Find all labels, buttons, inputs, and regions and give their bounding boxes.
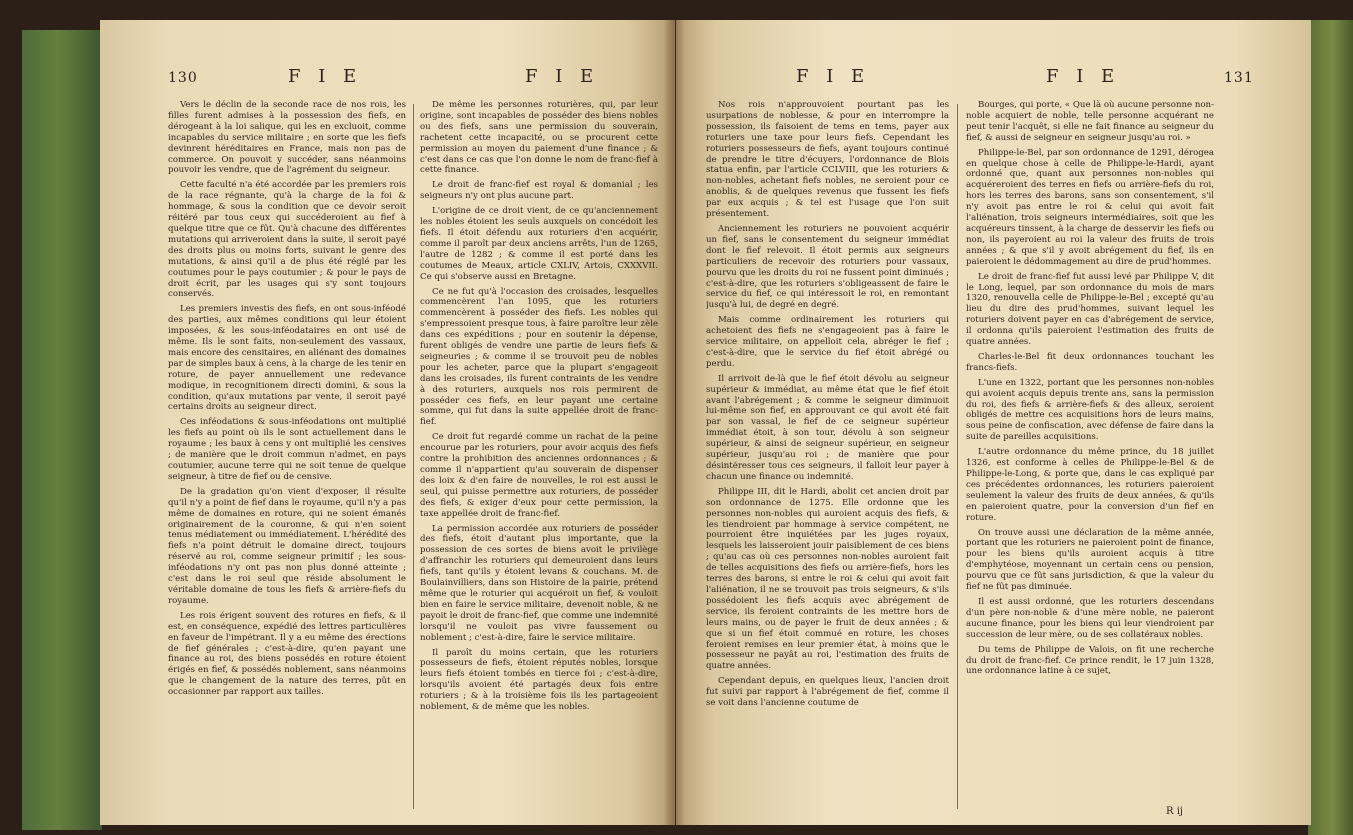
book-gutter: [663, 20, 685, 825]
left-column-1: [168, 100, 406, 820]
paragraph: L'une en 1322, portant que les personnes non-nobles qui avoient acquis depuis trente ans, sans la permission du roi, des fiefs & arrière-fiefs & des alleux, seroient obligés de mettre ces acquisitions hors de leurs mains, sous peine de confiscation, avec défense de faire dans la suite de pareilles acquisitions.: [966, 377, 1214, 443]
signature-mark: R ij: [1166, 806, 1184, 817]
paragraph: Ce droit fut regardé comme un rachat de la peine encourue par les roturiers, pour avoir acquis des fiefs contre la prohibition des anciennes ordonnances ; & comme il n'appartient qu'au souverain de dispenser des loix & d'en faire de nouvelles, le roi est aussi le seul, qui puisse permettre aux roturiers, de posséder des fiefs, & exiger d'eux pour cette permission, la taxe appellée droit de franc-fief.: [420, 432, 658, 519]
left-header-right: F I E: [525, 66, 600, 87]
paragraph: Le droit de franc-fief est royal & domanial ; les seigneurs n'y ont plus aucune part.: [420, 180, 658, 202]
column-divider: [957, 104, 958, 809]
paragraph: De la gradation qu'on vient d'exposer, il résulte qu'il n'y a point de fief dans le royaume, qu'il n'y a pas même de domaines en roture, qui ne soient émanés originairement de la couronne, & qui n'en soient tenus médiatement ou immédiatement. L'hérédité des fiefs n'a point détruit le domaine direct, toujours réservé au roi, comme seigneur primitif ; les sous-inféodations n'y ont pas non plus donné atteinte ; c'est dans le roi seul que réside absolument le véritable domaine de tous les fiefs & arrière-fiefs du royaume.: [168, 486, 406, 606]
book-cover-right: [1308, 20, 1353, 835]
page-number-right: 131: [1224, 70, 1254, 86]
paragraph: Ce ne fut qu'à l'occasion des croisades, lesquelles commencèrent l'an 1095, que les roturiers commencèrent à posséder des fiefs. Les nobles qui s'empressoient presque tous, à faire paroître leur zèle dans ces expéditions ; pour en soutenir la dépense, furent obligés de vendre une partie de leurs fiefs & seigneuries ; & comme il se trouvoit peu de nobles pour les acheter, parce que la plupart s'engageoit dans les croisades, ils furent contraints de les vendre à des roturiers, auxquels nos rois permirent de posséder ces fiefs, en leur payant une certaine somme, qui fut dans la suite appellée droit de franc-fief.: [420, 286, 658, 428]
paragraph: Philippe-le-Bel, par son ordonnance de 1291, dérogea en quelque chose à celle de Philippe-le-Hardi, ayant ordonné que, quant aux personnes non-nobles qui acquéreroient des terres en fiefs ou arrière-fiefs du roi, hors les terres des barons, sans son consentement, s'il n'y avoit pas entre le roi & celui qui avoit fait l'aliénation, trois seigneurs intermédiaires, soit que les acquéreurs tinssent, à la charge de desservir les fiefs ou non, ils payeroient au roi la valeur des fruits de trois années ; & que s'il y avoit abrégement du fief, ils en paieroient le dédommagement au dire de prud'hommes.: [966, 147, 1214, 267]
right-header-right: F I E: [1046, 66, 1121, 87]
right-column-2: [966, 100, 1214, 800]
paragraph: Le droit de franc-fief fut aussi levé par Philippe V, dit le Long, lequel, par son ordonnance du mois de mars 1320, renouvella celle de Philippe-le-Bel ; excepté qu'au lieu du dire des prud'hommes, suivant lequel les roturiers doivent payer en cas d'abrégement de service, il ordonna qu'ils paieroient l'estimation des fruits de quatre années.: [966, 271, 1214, 348]
right-header-left: F I E: [796, 66, 871, 87]
paragraph: Du tems de Philippe de Valois, on fit une recherche du droit de franc-fief. Ce prince rendit, le 17 juin 1328, une ordonnance latine à ce sujet,: [966, 644, 1214, 677]
paragraph: Il est aussi ordonné, que les roturiers descendans d'un père non-noble & d'une mère noble, ne paieront aucune finance, pour les biens qui leur viendroient par succession de leur mère, ou de ses collatéraux nobles.: [966, 596, 1214, 640]
paragraph: Il paroît du moins certain, que les roturiers possesseurs de fiefs, étoient réputés nobles, lorsque leurs fiefs étoient tombés en tierce foi ; c'est-à-dire, lorsqu'ils avoient été partagés deux fois entre roturiers ; & à la troisième fois ils les partageoient noblement, & de même que les nobles.: [420, 647, 658, 713]
right-page: [676, 20, 1311, 825]
paragraph: De même les personnes roturières, qui, par leur origine, sont incapables de posséder des biens nobles ou des fiefs, sans une permission du souverain, rachetent cette incapacité, ou se procurent cette permission au moyen du paiement d'une finance ; & c'est dans ce cas que l'on donne le nom de franc-fief à cette finance.: [420, 100, 658, 176]
left-column-2: [420, 100, 658, 820]
paragraph: La permission accordée aux roturiers de posséder des fiefs, étoit d'autant plus importante, que la possession de ces sortes de biens avoit le privilège d'affranchir les roturiers qui demeuroient dans leurs fiefs, tant qu'ils y étoient levans & couchans. M. de Boulainvilliers, dans son Histoire de la pairie, prétend même que le roturier qui acquéroit un fief, & vouloit bien en faire le service militaire, devenoit noble, & ne payoit le droit de franc-fief, que comme une indemnité lorsqu'il ne vouloit pas vivre faussement ou noblement ; c'est-à-dire, faire le service militaire.: [420, 523, 658, 643]
book-cover-left: [22, 30, 102, 830]
paragraph: Ces inféodations & sous-inféodations ont multiplié les fiefs au point où ils le sont actuellement dans le royaume ; les baux à cens y ont multiplié les censives ; de manière que le droit commun n'admet, en pays coutumier, aucune terre qui ne soit tenue de quelque seigneur, à titre de fief ou de censive.: [168, 417, 406, 482]
paragraph: On trouve aussi une déclaration de la même année, portant que les roturiers ne paieroient point de finance, pour les biens qu'ils auroient acquis à titre d'emphytéose, moyennant un certain cens ou pension, pourvu que ce fût sans jurisdiction, & que la valeur du fief ne fût pas diminuée.: [966, 527, 1214, 593]
column-divider: [413, 104, 414, 809]
paragraph: Nos rois n'approuvoient pourtant pas les usurpations de noblesse, & pour en interrompre la possession, ils faisoient de tems en tems, payer aux roturiers une taxe pour leurs fiefs. Cependant les roturiers possesseurs de fiefs, ayant toujours continué de prendre le titre d'écuyers, l'ordonnance de Blois statua enfin, par l'article CCLVIII, que les roturiers & non-nobles, achetant fiefs nobles, ne seroient pour ce anoblis, & de quelques revenus que fussent les fiefs par eux acquis ; & tel est l'usage que l'on suit présentement.: [706, 100, 949, 220]
page-number-left: 130: [168, 70, 198, 86]
right-column-1: [706, 100, 949, 820]
paragraph: L'autre ordonnance du même prince, du 18 juillet 1326, est conforme à celles de Philippe-le-Bel & de Philippe-le-Long, & porte que, dans le cas expliqué par ces précédentes ordonnances, les roturiers paieroient seulement la valeur des fruits de deux années, & qu'ils en paieroient quatre, pour la conversion d'un fief en roture.: [966, 447, 1214, 523]
paragraph: Il arrivoit de-là que le fief étoit dévolu au seigneur supérieur & immédiat, au même état que le fief étoit avant l'abrégement ; & comme le seigneur diminuoit lui-même son fief, en approuvant ce qui avoit été fait par son vassal, le fief de ce seigneur supérieur immédiat étoit, à son tour, dévolu à son seigneur supérieur, & ainsi de seigneur supérieur, en seigneur supérieur, jusqu'au roi ; de manière que pour désintéresser tous ces seigneurs, il falloit leur payer à chacun une finance ou indemnité.: [706, 373, 949, 482]
paragraph: Mais comme ordinairement les roturiers qui achetoient des fiefs ne s'engageoient pas à faire le service militaire, on appelloit cela, abréger le fief ; c'est-à-dire, que le service du fief étoit abrégé ou perdu.: [706, 315, 949, 369]
paragraph: Vers le déclin de la seconde race de nos rois, les filles furent admises à la possession des fiefs, en dérogeant à la loi salique, qui les en excluoit, comme incapables du service militaire ; en sorte que les fiefs devinrent héréditaires en France, mais non pas de commerce. On pouvoit y succéder, sans néanmoins pouvoir les vendre, que de l'agrément du seigneur.: [168, 100, 406, 176]
paragraph: L'origine de ce droit vient, de ce qu'anciennement les nobles étoient les seuls auxquels on concédoit les fiefs. Il étoit défendu aux roturiers d'en acquérir, comme il paroît par deux anciens arrêts, l'un de 1265, l'autre de 1282 ; & comme il est porté dans les coutumes de Meaux, article CXLIV, Artois, CXXXVII. Ce qui s'observe aussi en Bretagne.: [420, 206, 658, 282]
paragraph: Philippe III, dit le Hardi, abolit cet ancien droit par son ordonnance de 1275. Elle ordonne que les personnes non-nobles qui auroient acquis des fiefs, & les tiendroient par hommage à service compétent, ne pourroient être inquiétées par les juges royaux, lesquels les laisseroient jouir paisiblement de ces biens ; qu'au cas où ces personnes non-nobles auroient fait de telles acquisitions des fiefs ou arrière-fiefs, hors les terres des barons, si entre le roi & celui qui avoit fait l'aliénation, il ne se trouvoit pas trois seigneurs, & s'ils possédoient les fiefs acquis avec abrégement de service, ils feroient contraints de les mettre hors de leurs mains, ou de payer le fruit de deux années ; & que si un fief étoit commué en roture, les choses feroient remises en leur premier état, à moins que le possesseur ne payât au roi, l'estimation des fruits de quatre années.: [706, 486, 949, 672]
left-header-left: F I E: [288, 66, 363, 87]
paragraph: Les rois érigent souvent des rotures en fiefs, & il est, en conséquence, expédié des lettres particulières en faveur de l'impétrant. Il y a eu même des érections de fief générales ; c'est-à-dire, qu'en payant une finance au roi, des biens possédés en roture étoient érigés en fief, & possédés noblement, sans néanmoins que le changement de la nature des terres, pût en occasionner par rapport aux tailles.: [168, 610, 406, 698]
paragraph: Les premiers investis des fiefs, en ont sous-inféodé des parties, aux mêmes conditions qui leur étoient imposées, & les sous-inféodataires en ont usé de même. Ils le sont faits, non-seulement des vassaux, mais encore des censitaires, en aliénant des domaines par de simples baux à cens, à la charge de les tenir en roture, de payer annuellement une redevance modique, in recognitionem directi domini, & sous la condition, qu'aux mutations par vente, il seroit payé certains droits au seigneur direct.: [168, 304, 406, 413]
paragraph: Charles-le-Bel fit deux ordonnances touchant les francs-fiefs.: [966, 351, 1214, 373]
paragraph: Cette faculté n'a été accordée par les premiers rois de la race régnante, qu'à la charge de la foi & hommage, & sous la condition que ce devoir seroit réitéré par tous ceux qui succéderoient au fief à quelque titre que ce fût. Qu'à chacune des différentes mutations qui arriveroient dans la suite, il seroit payé des droits plus ou moins forts, suivant le genre des mutations, & ainsi qu'il a de plus été réglé par les coutumes pour le pays coutumier ; & pour le pays de droit écrit, par les usages qui s'y sont toujours conservés.: [168, 180, 406, 300]
paragraph: Bourges, qui porte, « Que là où aucune personne non-noble acquiert de noble, telle personne acquérant ne peut tenir l'acquêt, si elle ne fait finance au seigneur du fief, & aussi de seigneur en seigneur jusqu'au roi. »: [966, 100, 1214, 143]
paragraph: Cependant depuis, en quelques lieux, l'ancien droit fut suivi par rapport à l'abrégement de fief, comme il se voit dans l'ancienne coutume de: [706, 676, 949, 709]
paragraph: Anciennement les roturiers ne pouvoient acquérir un fief, sans le consentement du seigneur immédiat dont le fief relevoit. Il étoit permis aux seigneurs particuliers de recevoir des roturiers pour vassaux, pourvu que les droits du roi ne fussent point diminués ; c'est-à-dire, que les roturiers s'obligeassent de faire le service du fief, ce qui intéressoit le roi, en remontant jusqu'à lui, de degré en degré.: [706, 223, 949, 311]
left-page: [100, 20, 675, 825]
